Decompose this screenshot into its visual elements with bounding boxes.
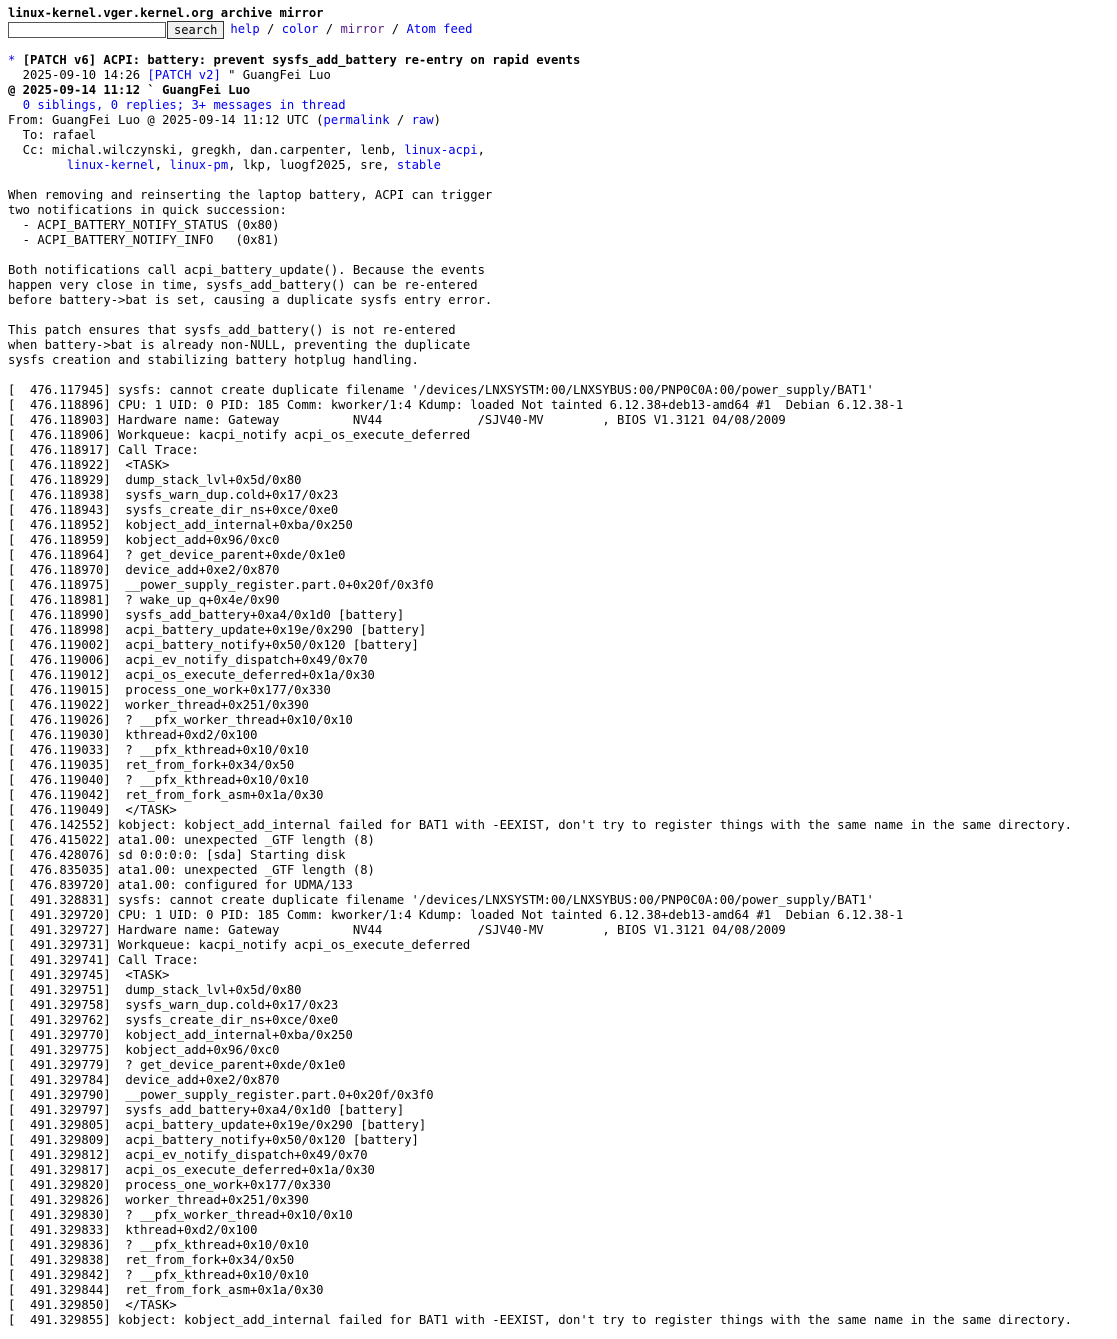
cc-linux-pm-link[interactable]: linux-pm — [169, 158, 229, 172]
body-line: [ 476.118998] acpi_battery_update+0x19e/0x290 [battery] — [8, 623, 427, 637]
body-line: [ 491.329758] sysfs_warn_dup.cold+0x17/0x23 — [8, 998, 339, 1012]
body-line: two notifications in quick succession: — [8, 203, 287, 217]
body-line: [ 476.835035] ata1.00: unexpected _GTF length (8) — [8, 863, 375, 877]
body-line: [ 476.118929] dump_stack_lvl+0x5d/0x80 — [8, 473, 302, 487]
body-line: [ 491.329741] Call Trace: — [8, 953, 199, 967]
body-line: [ 476.119049] </TASK> — [8, 803, 177, 817]
body-line: [ 491.329850] </TASK> — [8, 1298, 177, 1312]
body-line: [ 476.117945] sysfs: cannot create duplicate filename '/devices/LNXSYSTM:00/LNXSYBUS:00/PNP0C0A:00/power_supply/BAT1' — [8, 383, 874, 397]
site-title: linux-kernel.vger.kernel.org archive mirror — [8, 6, 324, 20]
body-line: [ 476.118970] device_add+0xe2/0x870 — [8, 563, 280, 577]
body-line: [ 476.119026] ? __pfx_worker_thread+0x10/0x10 — [8, 713, 353, 727]
body-line: [ 476.119030] kthread+0xd2/0x100 — [8, 728, 258, 742]
nav-links — [230, 22, 472, 37]
thread-star-link[interactable]: * — [8, 53, 16, 67]
body-line: [ 491.329836] ? __pfx_kthread+0x10/0x10 — [8, 1238, 309, 1252]
message-body — [8, 188, 1109, 1328]
help-link[interactable]: help — [230, 22, 260, 36]
body-line: [ 476.119002] acpi_battery_notify+0x50/0x120 [battery] — [8, 638, 419, 652]
search-form — [8, 21, 1109, 38]
body-line: [ 491.328831] sysfs: cannot create duplicate filename '/devices/LNXSYSTM:00/LNXSYBUS:00/PNP0C0A:00/power_supply/BAT1' — [8, 893, 874, 907]
siblings-link[interactable]: 0 siblings, 0 replies; 3+ messages in thread — [22, 98, 346, 112]
cc-linux-acpi-link[interactable]: linux-acpi — [404, 143, 478, 157]
body-line: [ 491.329790] __power_supply_register.part.0+0x20f/0x3f0 — [8, 1088, 434, 1102]
from-header: From: GuangFei Luo @ 2025-09-14 11:12 UTC ( — [8, 113, 324, 127]
body-line: [ 491.329727] Hardware name: Gateway NV44 /SJV40-MV , BIOS V1.3121 04/08/2009 — [8, 923, 786, 937]
search-button[interactable]: search — [167, 21, 224, 39]
nav-separator: / — [384, 22, 407, 36]
body-line: [ 491.329812] acpi_ev_notify_dispatch+0x49/0x70 — [8, 1148, 368, 1162]
body-line: [ 476.119012] acpi_os_execute_deferred+0x1a/0x30 — [8, 668, 375, 682]
body-line: [ 491.329770] kobject_add_internal+0xba/0x250 — [8, 1028, 353, 1042]
cc-plain-recipients: , lkp, luogf2025, sre, — [228, 158, 397, 172]
body-line: [ 476.119040] ? __pfx_kthread+0x10/0x10 — [8, 773, 309, 787]
body-line: [ 476.119022] worker_thread+0x251/0x390 — [8, 698, 309, 712]
nav-separator: / — [259, 22, 282, 36]
body-line: [ 476.428076] sd 0:0:0:0: [sda] Starting disk — [8, 848, 346, 862]
body-line: [ 491.329731] Workqueue: kacpi_notify acpi_os_execute_deferred — [8, 938, 471, 952]
body-line: happen very close in time, sysfs_add_battery() can be re-entered — [8, 278, 478, 292]
from-close-paren: ) — [433, 113, 441, 127]
body-line: [ 491.329720] CPU: 1 UID: 0 PID: 185 Comm: kworker/1:4 Kdump: loaded Not tainted 6.12.38+deb13-amd64 #1 Debian 6.12.38-1 — [8, 908, 904, 922]
body-line: [ 476.415022] ata1.00: unexpected _GTF length (8) — [8, 833, 375, 847]
cc-stable-link[interactable]: stable — [396, 158, 441, 172]
cc-indent — [8, 158, 67, 172]
nav-separator: / — [318, 22, 341, 36]
body-line: before battery->bat is set, causing a duplicate sysfs entry error. — [8, 293, 493, 307]
to-header: To: rafael — [8, 128, 97, 142]
body-line: [ 476.118906] Workqueue: kacpi_notify acpi_os_execute_deferred — [8, 428, 471, 442]
body-line: This patch ensures that sysfs_add_battery() is not re-entered — [8, 323, 456, 337]
body-line: [ 476.839720] ata1.00: configured for UDMA/133 — [8, 878, 353, 892]
body-line: [ 491.329838] ret_from_fork+0x34/0x50 — [8, 1253, 295, 1267]
body-line: [ 476.119006] acpi_ev_notify_dispatch+0x49/0x70 — [8, 653, 368, 667]
body-line: [ 491.329833] kthread+0xd2/0x100 — [8, 1223, 258, 1237]
body-line: [ 476.118943] sysfs_create_dir_ns+0xce/0xe0 — [8, 503, 339, 517]
body-line: [ 491.329779] ? get_device_parent+0xde/0x1e0 — [8, 1058, 346, 1072]
body-line: [ 476.119015] process_one_work+0x177/0x330 — [8, 683, 331, 697]
body-line: [ 491.329797] sysfs_add_battery+0xa4/0x1d0 [battery] — [8, 1103, 405, 1117]
body-line: [ 491.329826] worker_thread+0x251/0x390 — [8, 1193, 309, 1207]
body-line: [ 476.119042] ret_from_fork_asm+0x1a/0x30 — [8, 788, 324, 802]
body-line: [ 491.329762] sysfs_create_dir_ns+0xce/0xe0 — [8, 1013, 339, 1027]
cc-header: Cc: michal.wilczynski, gregkh, dan.carpenter, lenb, — [8, 143, 405, 157]
raw-link[interactable]: raw — [411, 113, 434, 127]
body-line: [ 491.329805] acpi_battery_update+0x19e/0x290 [battery] — [8, 1118, 427, 1132]
search-input[interactable] — [8, 22, 166, 38]
cc-linux-kernel-link[interactable]: linux-kernel — [66, 158, 155, 172]
body-line: - ACPI_BATTERY_NOTIFY_INFO (0x81) — [8, 233, 280, 247]
link-separator: / — [389, 113, 412, 127]
mirror-link[interactable]: mirror — [340, 22, 385, 36]
body-line: [ 476.118922] <TASK> — [8, 458, 170, 472]
body-line: [ 491.329842] ? __pfx_kthread+0x10/0x10 — [8, 1268, 309, 1282]
body-line: Both notifications call acpi_battery_update(). Because the events — [8, 263, 485, 277]
parent-author: " GuangFei Luo — [220, 68, 331, 82]
body-line: [ 491.329775] kobject_add+0x96/0xc0 — [8, 1043, 280, 1057]
permalink-link[interactable]: permalink — [323, 113, 390, 127]
body-line: [ 491.329745] <TASK> — [8, 968, 170, 982]
body-line: When removing and reinserting the laptop battery, ACPI can trigger — [8, 188, 493, 202]
body-line: [ 476.119035] ret_from_fork+0x34/0x50 — [8, 758, 295, 772]
body-line: [ 491.329784] device_add+0xe2/0x870 — [8, 1073, 280, 1087]
current-message-line: @ 2025-09-14 11:12 ` GuangFei Luo — [8, 83, 251, 97]
parent-date: 2025-09-10 14:26 — [8, 68, 148, 82]
body-line: [ 476.118981] ? wake_up_q+0x4e/0x90 — [8, 593, 280, 607]
color-link[interactable]: color — [281, 22, 319, 36]
body-line: [ 476.118938] sysfs_warn_dup.cold+0x17/0x23 — [8, 488, 339, 502]
body-line: [ 476.118990] sysfs_add_battery+0xa4/0x1d0 [battery] — [8, 608, 405, 622]
body-line: [ 476.119033] ? __pfx_kthread+0x10/0x10 — [8, 743, 309, 757]
body-line: [ 476.142552] kobject: kobject_add_internal failed for BAT1 with -EEXIST, don't try to register things with the same name in the same directory. — [8, 818, 1072, 832]
body-line: [ 491.329820] process_one_work+0x177/0x330 — [8, 1178, 331, 1192]
body-line: [ 491.329809] acpi_battery_notify+0x50/0x120 [battery] — [8, 1133, 419, 1147]
body-line: when battery->bat is already non-NULL, preventing the duplicate — [8, 338, 471, 352]
body-line: [ 476.118896] CPU: 1 UID: 0 PID: 185 Comm: kworker/1:4 Kdump: loaded Not tainted 6.12.38+deb13-amd64 #1 Debian 6.12.38-1 — [8, 398, 904, 412]
body-line: [ 491.329855] kobject: kobject_add_internal failed for BAT1 with -EEXIST, don't try to register things with the same name in the same directory. — [8, 1313, 1072, 1327]
atom-feed-link[interactable]: Atom feed — [406, 22, 473, 36]
thread-subject: [PATCH v6] ACPI: battery: prevent sysfs_add_battery re-entry on rapid events — [22, 53, 581, 67]
body-line: [ 491.329830] ? __pfx_worker_thread+0x10/0x10 — [8, 1208, 353, 1222]
body-line: [ 476.118903] Hardware name: Gateway NV44 /SJV40-MV , BIOS V1.3121 04/08/2009 — [8, 413, 786, 427]
body-line: [ 476.118959] kobject_add+0x96/0xc0 — [8, 533, 280, 547]
body-line: [ 491.329817] acpi_os_execute_deferred+0x1a/0x30 — [8, 1163, 375, 1177]
body-line: [ 491.329751] dump_stack_lvl+0x5d/0x80 — [8, 983, 302, 997]
body-line: [ 476.118917] Call Trace: — [8, 443, 199, 457]
parent-patch-link[interactable]: [PATCH v2] — [147, 68, 221, 82]
thread-overview: * [PATCH v6] ACPI: battery: prevent sysfs_add_battery re-entry on rapid events 2025-09-10 14:26 [PATCH v2] " GuangFei Luo @ 2025-09-14 11:12 ` GuangFei Luo 0 siblings, 0 replies; 3+ messages in thread From: GuangFei Luo @ 2025-09-14 11:12 UTC (permalink / raw) To: rafael Cc: michal.wilczynski, gregkh, dan.carpenter, lenb, linux-acpi, linux-kernel, linux-pm, lkp, luogf2025, sre, stable — [8, 53, 581, 172]
body-line: sysfs creation and stabilizing battery hotplug handling. — [8, 353, 419, 367]
body-line: [ 476.118975] __power_supply_register.part.0+0x20f/0x3f0 — [8, 578, 434, 592]
body-line: - ACPI_BATTERY_NOTIFY_STATUS (0x80) — [8, 218, 280, 232]
body-line: [ 476.118952] kobject_add_internal+0xba/0x250 — [8, 518, 353, 532]
body-line: [ 476.118964] ? get_device_parent+0xde/0x1e0 — [8, 548, 346, 562]
body-line: [ 491.329844] ret_from_fork_asm+0x1a/0x30 — [8, 1283, 324, 1297]
